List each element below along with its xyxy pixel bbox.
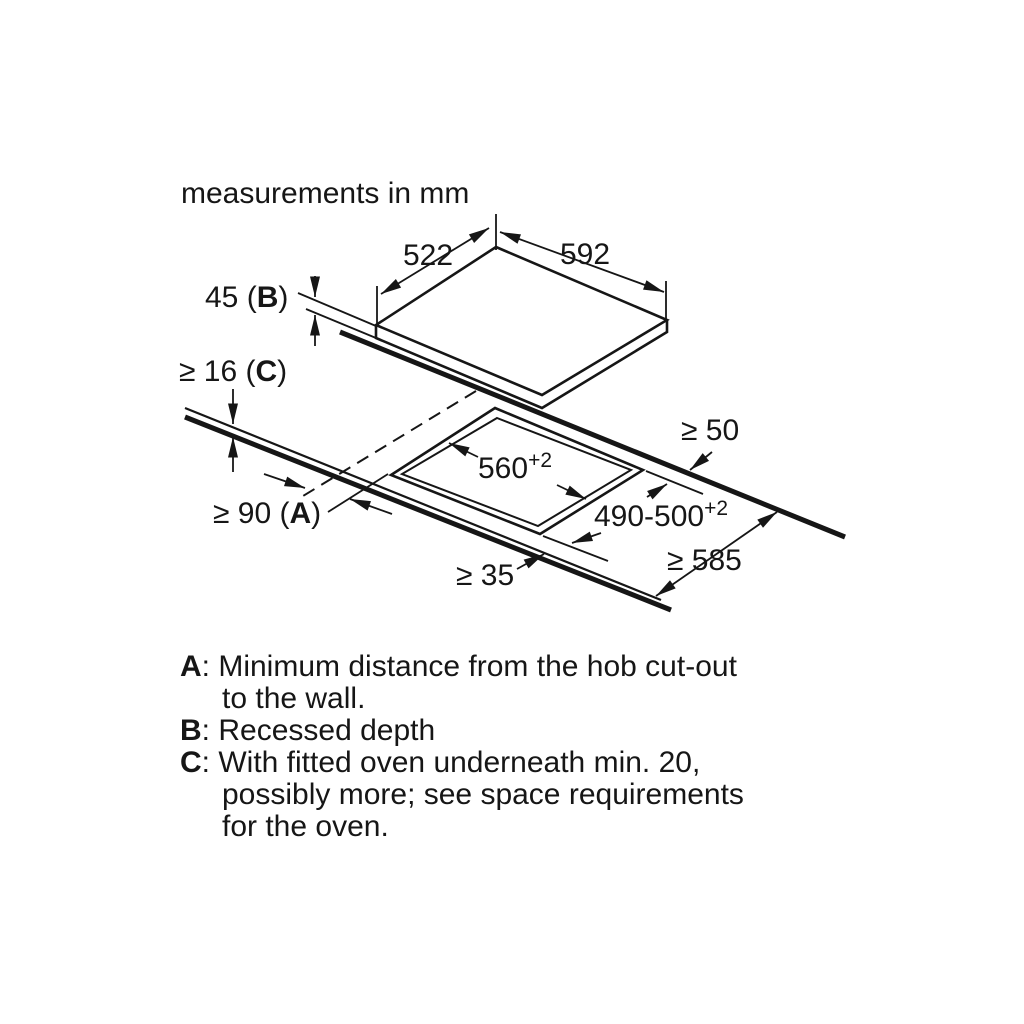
cutout-width-value: 560: [478, 452, 529, 485]
dim-front-clearance-label: ≥ 35: [456, 559, 515, 592]
thickness-letter: C: [255, 355, 278, 388]
legend-line-a: [180, 651, 744, 683]
cutout-depth-arrow-upper: [647, 484, 667, 497]
cutout-depth-arrow-lower: [572, 533, 601, 543]
recessed-depth-text: 45 (: [205, 281, 257, 314]
legend-sep-c: :: [201, 746, 219, 779]
legend-line-c: [180, 747, 744, 779]
dim-worktop-thickness-label: [179, 357, 287, 387]
wall-distance-arrow-left: [264, 474, 305, 488]
thickness-text: ≥ 16 (: [179, 355, 256, 388]
legend-sep-b: :: [201, 714, 219, 747]
legend-letter-a: A: [180, 650, 202, 683]
dim-hob-depth-label: 522: [403, 239, 454, 272]
rear-clearance-arrow: [690, 452, 712, 470]
legend-letter-b: B: [180, 714, 202, 747]
legend: [180, 651, 744, 843]
legend-line-b: [180, 715, 744, 747]
dim-cutout-depth-label: [594, 498, 728, 532]
legend-text-a: Minimum distance from the hob cut-out: [218, 650, 737, 683]
legend-line-a2: [180, 683, 744, 715]
recessed-depth-close: ): [278, 281, 289, 314]
legend-text-c: With fitted oven underneath min. 20,: [218, 746, 701, 779]
recessed-depth-letter: B: [256, 281, 279, 314]
legend-text-c3: for the oven.: [222, 810, 389, 843]
legend-sep-a: :: [201, 650, 219, 683]
wall-distance-arrow-right: [350, 499, 392, 514]
legend-line-c3: [180, 811, 744, 843]
dim-rear-clearance-label: ≥ 50: [681, 414, 740, 447]
thickness-close: ): [277, 355, 288, 388]
page-title: measurements in mm: [181, 177, 470, 210]
dim-hob-width-label: 592: [560, 238, 611, 271]
cutout-depth-value: 490-500: [594, 500, 705, 533]
legend-text-b: Recessed depth: [218, 714, 436, 747]
legend-text-a2: to the wall.: [222, 682, 366, 715]
dim-wall-distance-label: [213, 499, 321, 529]
cutout-width-tolerance: +2: [528, 449, 553, 472]
legend-line-c2: [180, 779, 744, 811]
dim-cutout-width-label: [478, 450, 552, 484]
wall-distance-close: ): [311, 497, 322, 530]
wall-distance-letter: A: [289, 497, 312, 530]
wall-distance-text: ≥ 90 (: [213, 497, 290, 530]
legend-text-c2: possibly more; see space requirements: [222, 778, 744, 811]
cutout-depth-tolerance: +2: [704, 497, 729, 520]
legend-letter-c: C: [180, 746, 202, 779]
dim-worktop-depth-label: ≥ 585: [667, 544, 742, 577]
dim-recessed-depth-label: [205, 283, 288, 313]
